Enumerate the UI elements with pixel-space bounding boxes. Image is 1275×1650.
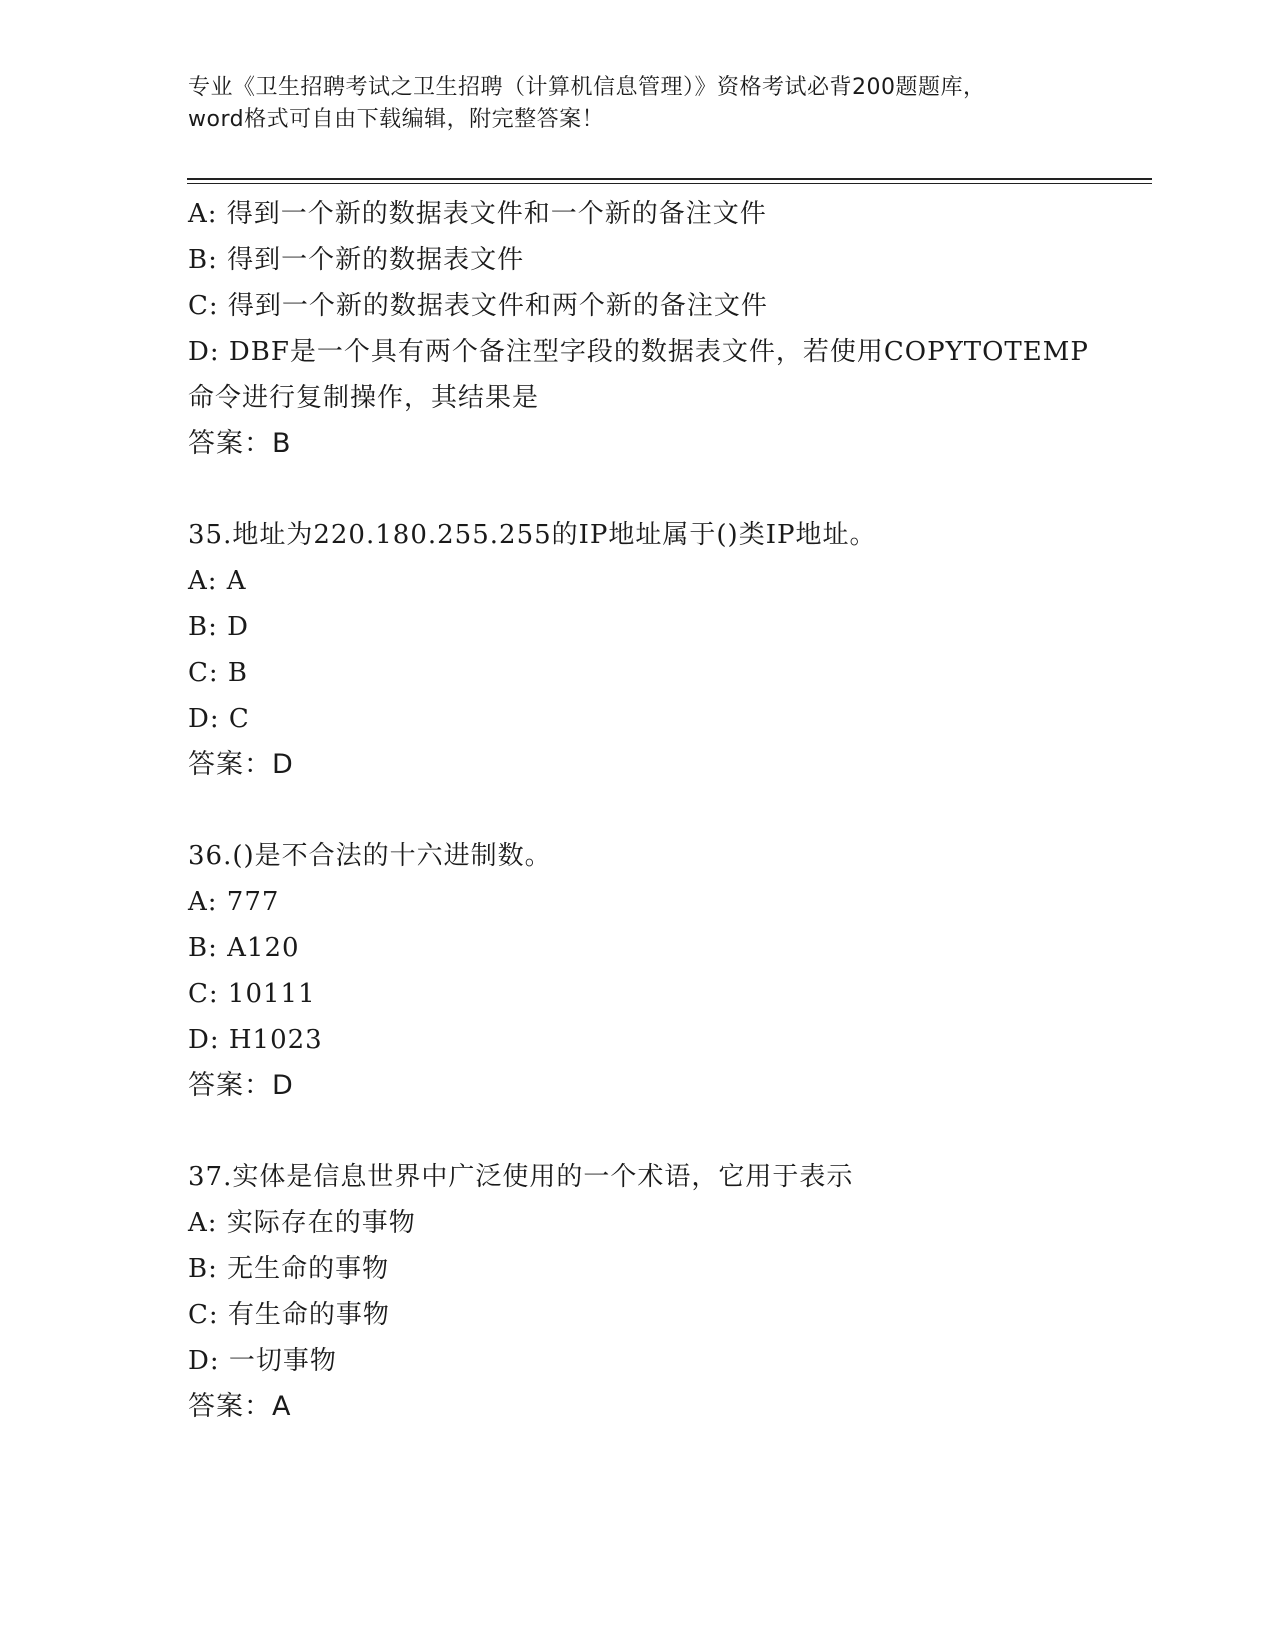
q36-option-b: B: A120 <box>188 933 300 963</box>
q34-option-c: C: 得到一个新的数据表文件和两个新的备注文件 <box>188 291 768 321</box>
q35-option-a: A: A <box>188 566 247 596</box>
q37-option-b: B: 无生命的事物 <box>188 1254 390 1284</box>
q36-answer: 答案：D <box>188 1070 294 1101</box>
header-line-2: word格式可自由下载编辑，附完整答案！ <box>188 107 605 132</box>
spacer <box>188 1109 1148 1154</box>
q35-answer: 答案：D <box>188 749 294 780</box>
q36-option-a: A: 777 <box>188 887 280 917</box>
q36-option-d: D: H1023 <box>188 1025 323 1055</box>
q35-question: 35.地址为220.180.255.255的IP地址属于()类IP地址。 <box>188 520 877 550</box>
header-line-1: 专业《卫生招聘考试之卫生招聘（计算机信息管理）》资格考试必背200题题库， <box>188 75 986 100</box>
q34-option-a: A: 得到一个新的数据表文件和一个新的备注文件 <box>188 199 767 229</box>
q37-option-a: A: 实际存在的事物 <box>188 1208 416 1238</box>
q37-question: 37.实体是信息世界中广泛使用的一个术语，它用于表示 <box>188 1162 854 1192</box>
header-divider <box>187 178 1152 184</box>
question-35-block <box>188 512 1148 788</box>
document-header <box>188 72 1088 136</box>
q37-option-d: D: 一切事物 <box>188 1346 337 1376</box>
spacer <box>188 788 1148 833</box>
q37-answer: 答案：A <box>188 1391 292 1422</box>
q34-option-d-line-2: 命令进行复制操作，其结果是 <box>188 383 540 413</box>
q34-option-d-line-1: D: DBF是一个具有两个备注型字段的数据表文件，若使用COPYTOTEMP <box>188 337 1089 367</box>
q34-answer: 答案：B <box>188 428 292 459</box>
q37-option-c: C: 有生命的事物 <box>188 1300 390 1330</box>
q35-option-b: B: D <box>188 612 249 642</box>
q36-question: 36.()是不合法的十六进制数。 <box>188 841 552 871</box>
document-body <box>188 191 1148 1430</box>
q36-option-c: C: 10111 <box>188 979 316 1009</box>
question-37-block <box>188 1154 1148 1430</box>
question-34-block <box>188 191 1148 467</box>
spacer <box>188 467 1148 512</box>
q35-option-d: D: C <box>188 704 250 734</box>
q35-option-c: C: B <box>188 658 249 688</box>
question-36-block <box>188 833 1148 1109</box>
q34-option-b: B: 得到一个新的数据表文件 <box>188 245 525 275</box>
